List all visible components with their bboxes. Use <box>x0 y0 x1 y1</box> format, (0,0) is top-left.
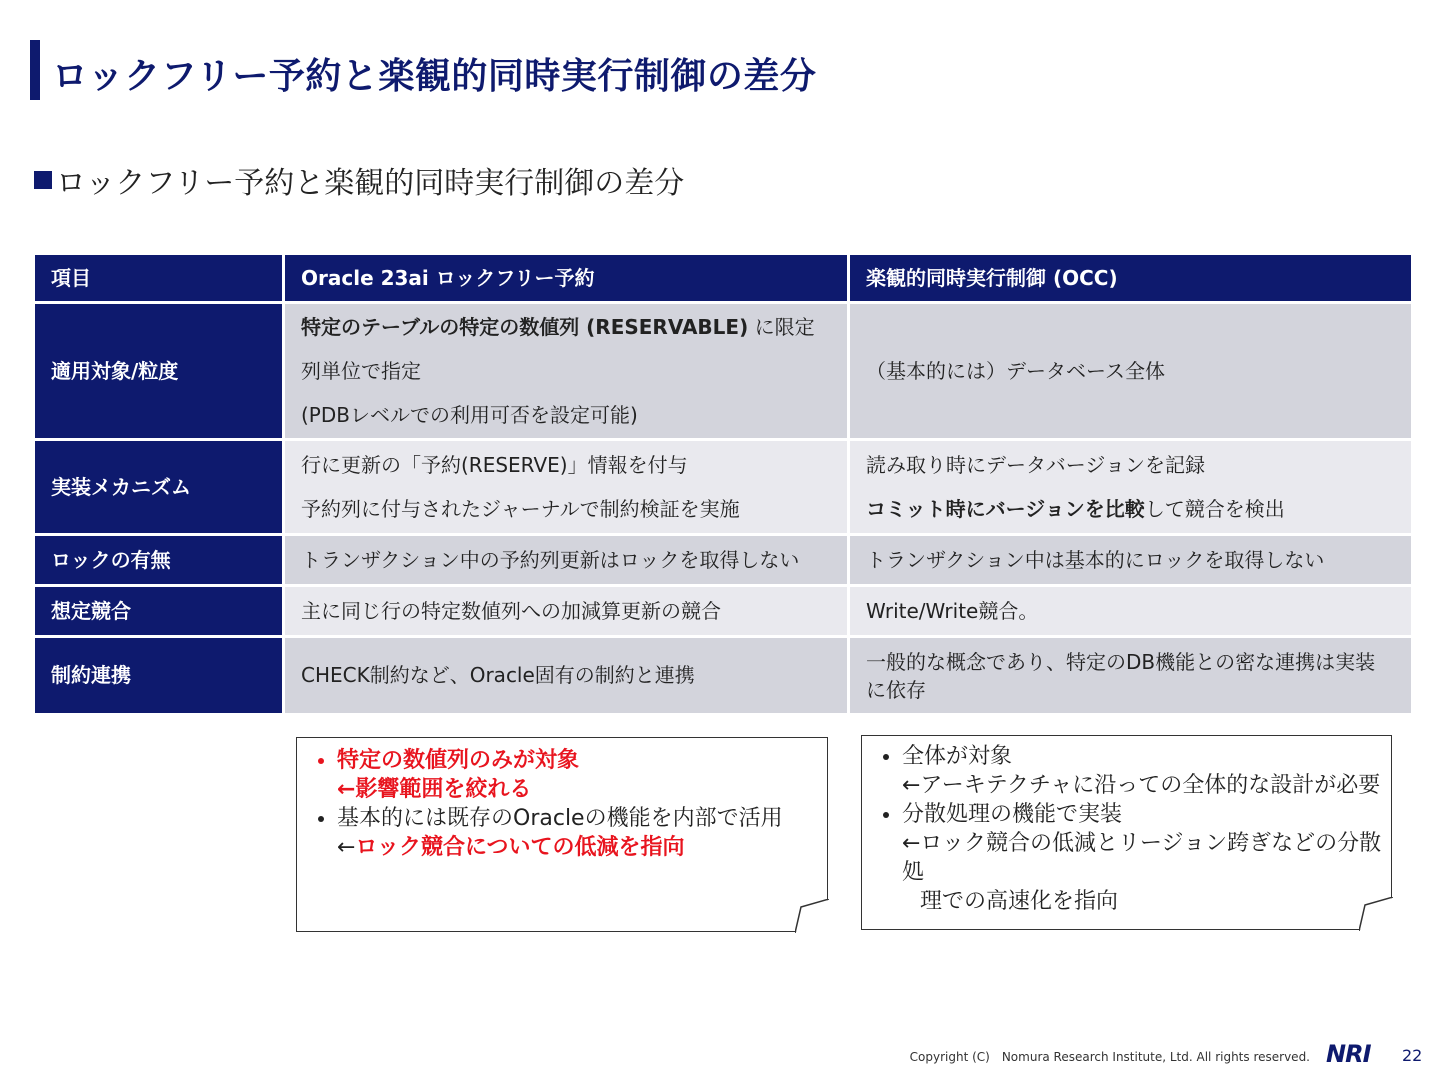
note-text: 特定の数値列のみが対象 <box>337 748 580 773</box>
cell-line <box>301 305 831 349</box>
list-item <box>337 804 827 862</box>
note-subtext: ←影響範囲を絞れる <box>337 777 532 802</box>
cell-lockfree-scope <box>285 304 847 438</box>
cell-line: (PDBレベルでの利用可否を設定可能) <box>301 403 638 427</box>
page-fold-icon <box>795 899 829 933</box>
section-heading <box>34 158 684 202</box>
nri-logo: NRI <box>1326 1040 1371 1068</box>
cell-lockfree-mechanism <box>285 441 847 533</box>
cell-line <box>866 487 1395 531</box>
plain-text: して競合を検出 <box>1144 497 1285 521</box>
list-item <box>902 800 1391 916</box>
bold-text: コミット時にバージョンを比較 <box>866 497 1145 521</box>
section-heading-text: ロックフリー予約と楽観的同時実行制御の差分 <box>56 166 685 201</box>
note-list <box>862 742 1391 916</box>
note-text: 分散処理の機能で実装 <box>902 802 1123 827</box>
cell-occ-scope: （基本的には）データベース全体 <box>850 304 1411 438</box>
cell-occ-conflict: Write/Write競合。 <box>850 587 1411 635</box>
cell-occ-mechanism <box>850 441 1411 533</box>
table-row <box>35 304 1411 438</box>
row-head-lock: ロックの有無 <box>35 536 282 584</box>
note-subtext: 理での高速化を指向 <box>920 889 1119 914</box>
table-row <box>35 587 1411 635</box>
cell-line: 行に更新の「予約(RESERVE)」情報を付与 <box>301 453 688 477</box>
page-fold-icon <box>1359 897 1393 931</box>
cell-text: 一般的な概念であり、特定のDB機能との密な連携は実装に依存 <box>866 649 1376 702</box>
table-row <box>35 638 1411 713</box>
table-header-row <box>35 255 1411 301</box>
cell-lockfree-constraint: CHECK制約など、Oracle固有の制約と連携 <box>285 638 847 713</box>
note-subtext: ←アーキテクチャに沿っての全体的な設計が必要 <box>902 773 1381 798</box>
list-item <box>902 742 1391 800</box>
cell-lockfree-lock: トランザクション中の予約列更新はロックを取得しない <box>285 536 847 584</box>
row-head-scope: 適用対象/粒度 <box>35 304 282 438</box>
bold-text: 特定のテーブルの特定の数値列 (RESERVABLE) <box>301 315 749 339</box>
page-title: ロックフリー予約と楽観的同時実行制御の差分 <box>52 56 817 97</box>
page-number: 22 <box>1402 1046 1423 1065</box>
note-card-occ <box>861 735 1392 930</box>
cell-lockfree-conflict: 主に同じ行の特定数値列への加減算更新の競合 <box>285 587 847 635</box>
cell-line: 列単位で指定 <box>301 359 421 383</box>
plain-text: に限定 <box>748 315 815 339</box>
title-accent-bar <box>30 40 40 100</box>
cell-line: 読み取り時にデータバージョンを記録 <box>866 453 1205 477</box>
table-row <box>35 441 1411 533</box>
header-lockfree: Oracle 23ai ロックフリー予約 <box>285 255 847 301</box>
cell-line: 予約列に付与されたジャーナルで制約検証を実施 <box>301 497 740 521</box>
copyright-text: Copyright (C) Nomura Research Institute, Ltd. All rights reserved. <box>909 1050 1310 1064</box>
note-card-lockfree <box>296 737 828 932</box>
comparison-table <box>32 252 1414 716</box>
note-list <box>297 746 827 862</box>
table-row <box>35 536 1411 584</box>
note-text: 全体が対象 <box>902 744 1013 769</box>
arrow-text: ← <box>337 835 356 860</box>
row-head-conflict: 想定競合 <box>35 587 282 635</box>
header-occ: 楽観的同時実行制御 (OCC) <box>850 255 1411 301</box>
square-bullet-icon <box>34 171 52 189</box>
row-head-constraint: 制約連携 <box>35 638 282 713</box>
cell-occ-constraint <box>850 638 1411 713</box>
emphasis-text: ロック競合についての低減を指向 <box>355 835 685 860</box>
note-subtext: ←ロック競合の低減とリージョン跨ぎなどの分散処 <box>902 831 1382 885</box>
row-head-mechanism: 実装メカニズム <box>35 441 282 533</box>
cell-occ-lock: トランザクション中は基本的にロックを取得しない <box>850 536 1411 584</box>
note-text: 基本的には既存のOracleの機能を内部で活用 <box>337 806 783 831</box>
header-item: 項目 <box>35 255 282 301</box>
list-item <box>337 746 827 804</box>
note-subtext <box>337 833 827 862</box>
